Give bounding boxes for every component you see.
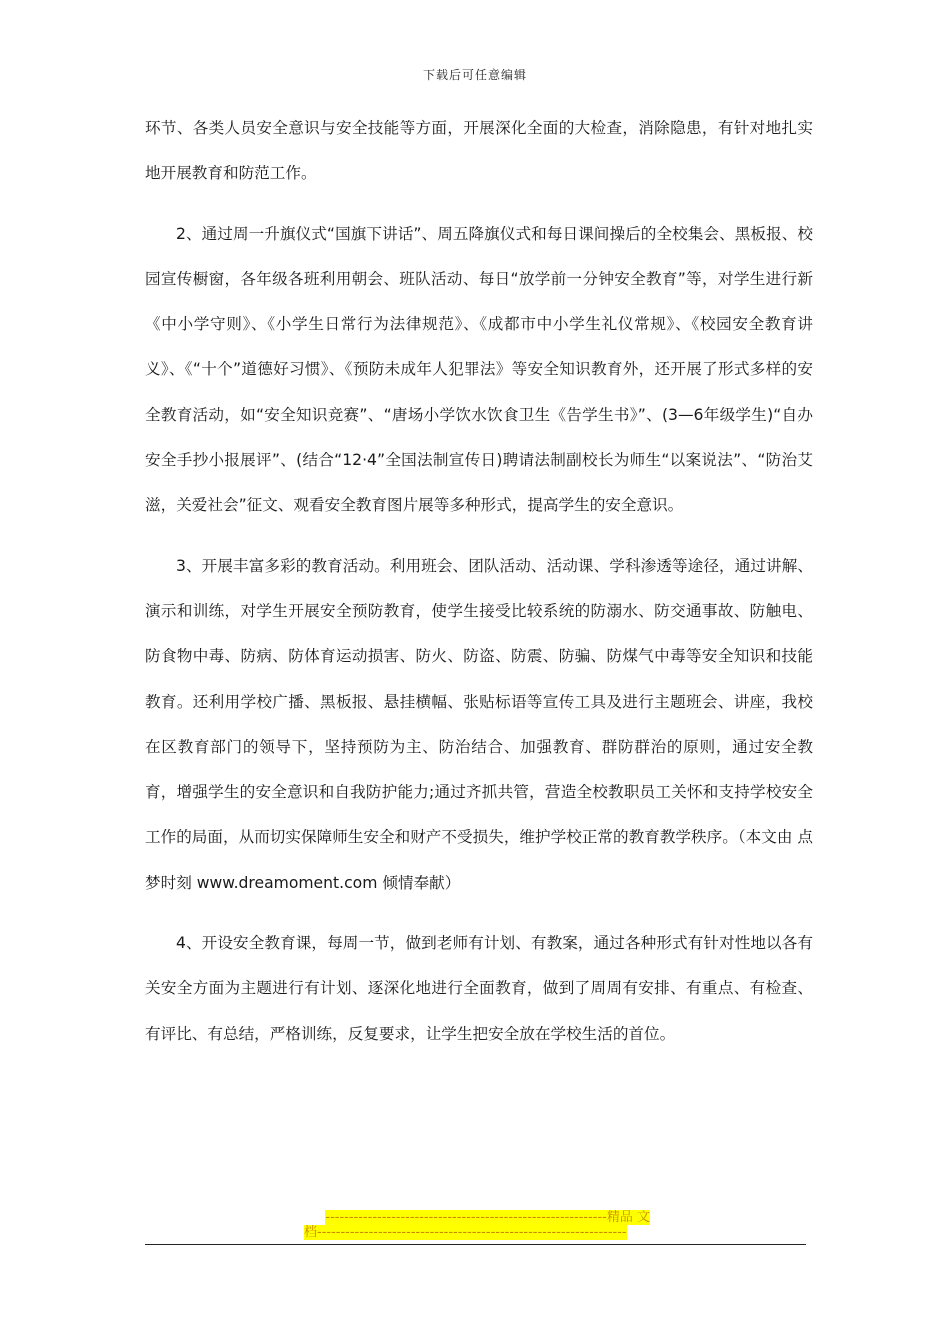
page-header: 下载后可任意编辑: [422, 68, 527, 82]
paragraph-4: 4、开设安全教育课，每周一节，做到老师有计划、有教案，通过各种形式有针对性地以各有关安全方面为主题进行有计划、逐深化地进行全面教育，做到了周周有安排、有重点、有检查、有评比、有总结，严格训练，反复要求，让学生把安全放在学校生活的首位。: [145, 934, 813, 1043]
footer-line-2-text: 档------------------------------------------------------------------: [304, 1225, 627, 1240]
paragraph-2: 2、通过周一升旗仪式“国旗下讲话”、周五降旗仪式和每日课间操后的全校集会、黑板报、校园宣传橱窗，各年级各班利用朝会、班队活动、每日“放学前一分钟安全教育”等，对学生进行新《中小学守则》、《小学生日常行为法律规范》、《成都市中小学生礼仪常规》、《校园安全教育讲义》、《“十个”道德好习惯》、《预防未成年人犯罪法》等安全知识教育外，还开展了形式多样的安全教育活动，如“安全知识竞赛”、“唐场小学饮水饮食卫生《告学生书》”、(3—6年级学生)“自办安全手抄小报展评”、(结合“12·4”全国法制宣传日)聘请法制副校长为师生“以案说法”、“防治艾滋，关爱社会”征文、观看安全教育图片展等多种形式，提高学生的安全意识。: [145, 224, 813, 515]
paragraph-continued: 环节、各类人员安全意识与安全技能等方面，开展深化全面的大检查，消除隐患，有针对地扎实地开展教育和防范工作。: [145, 119, 813, 183]
footer-line-2: [304, 1225, 650, 1240]
footer-line-1-text: ------------------------------------------------------------精品 文: [325, 1210, 650, 1225]
paragraph-3: 3、开展丰富多彩的教育活动。利用班会、团队活动、活动课、学科渗透等途径，通过讲解、演示和训练，对学生开展安全预防教育，使学生接受比较系统的防溺水、防交通事故、防触电、防食物中毒、防病、防体育运动损害、防火、防盗、防震、防骗、防煤气中毒等安全知识和技能教育。还利用学校广播、黑板报、悬挂横幅、张贴标语等宣传工具及进行主题班会、讲座，我校在区教育部门的领导下，坚持预防为主、防治结合、加强教育、群防群治的原则，通过安全教育，增强学生的安全意识和自我防护能力;通过齐抓共管，营造全校教职员工关怀和支持学校安全工作的局面，从而切实保障师生安全和财产不受损失，维护学校正常的教育教学秩序。（本文由 点梦时刻 www.dreamoment.com 倾情奉献）: [145, 556, 813, 892]
footer-divider: [145, 1244, 806, 1245]
document-body: [145, 106, 813, 1057]
footer-line-1: [304, 1210, 650, 1225]
footer-banner: [304, 1210, 650, 1240]
